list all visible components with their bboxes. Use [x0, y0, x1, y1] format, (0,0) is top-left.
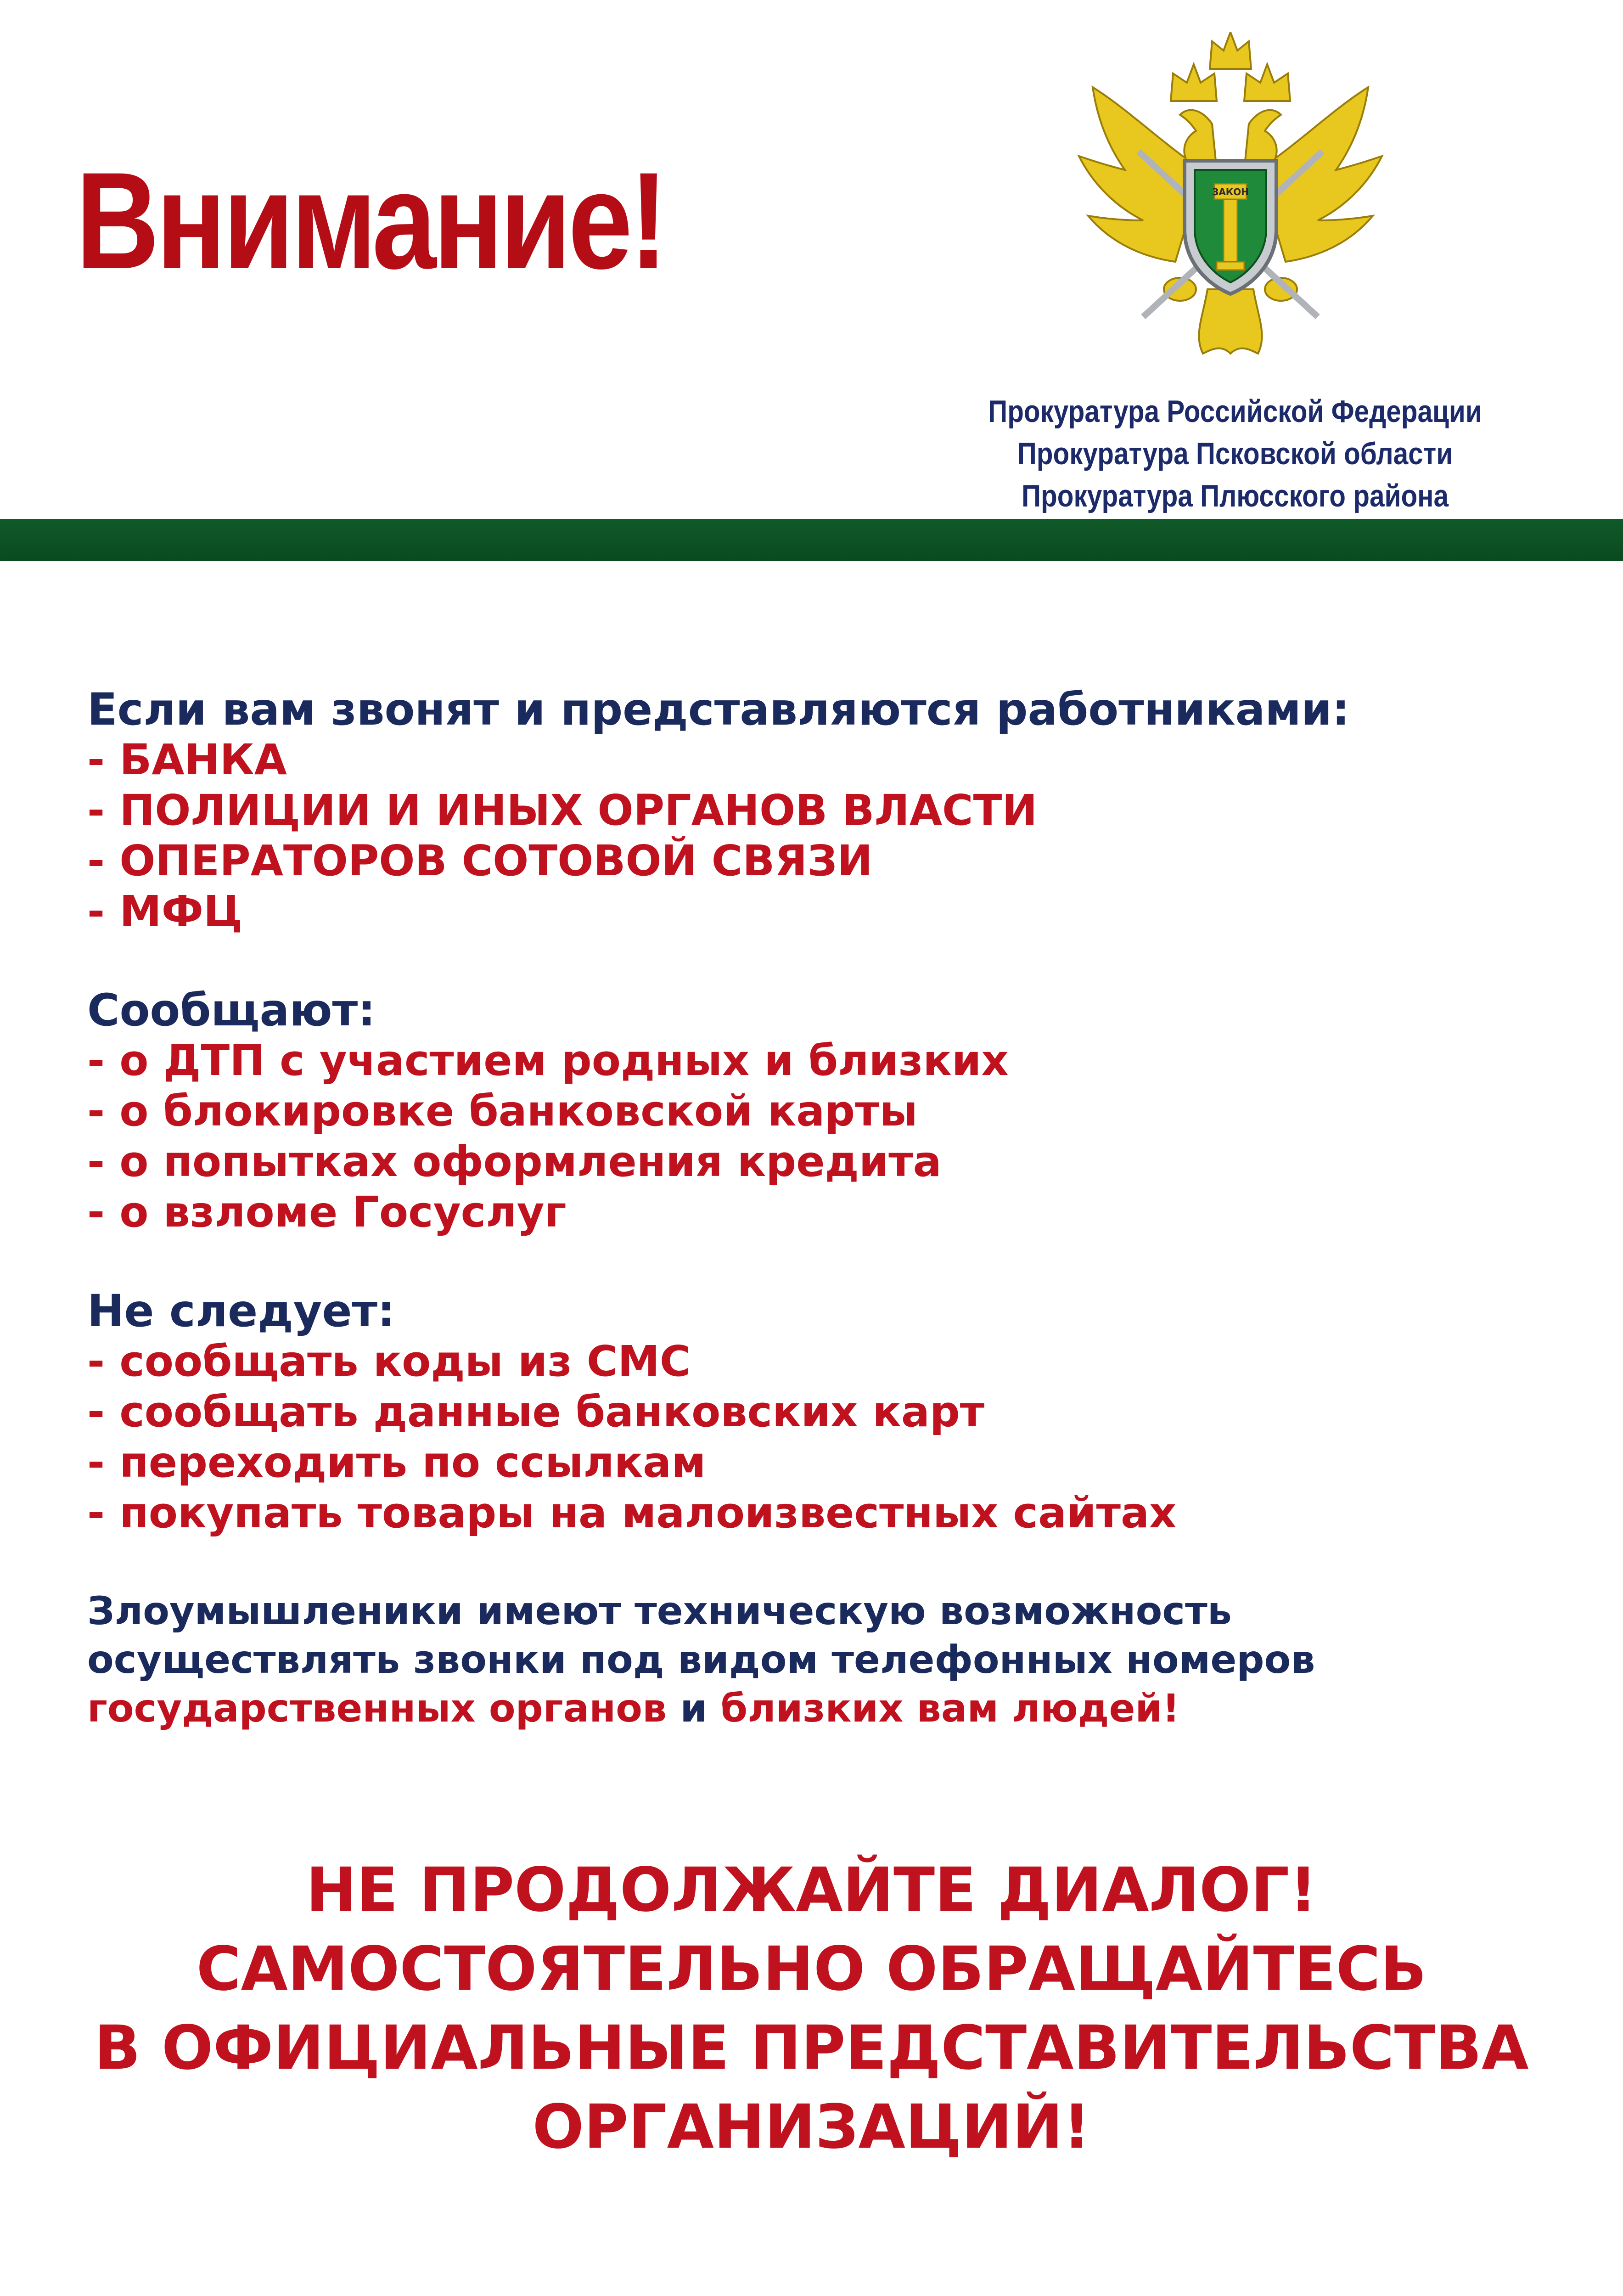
warning-highlight: близких вам людей! [720, 1686, 1180, 1731]
final-line: ОРГАНИЗАЦИЙ! [532, 2092, 1091, 2162]
section-heading: Сообщают: [87, 985, 376, 1036]
list-item: - сообщать коды из СМС [87, 1337, 691, 1386]
final-line: НЕ ПРОДОЛЖАЙТЕ ДИАЛОГ! [306, 1855, 1317, 1925]
list-item: - сообщать данные банковских карт [87, 1387, 985, 1436]
section-heading: Не следует: [87, 1285, 395, 1337]
reports-section [87, 985, 1556, 1238]
list-item: - о ДТП с участием родных и близких [87, 1036, 1009, 1085]
section-heading: Если вам звонят и представляются работниками: [87, 684, 1350, 735]
final-call-to-action [0, 1851, 1623, 2167]
list-item: - переходить по ссылкам [87, 1438, 706, 1487]
list-item: - ПОЛИЦИИ И ИНЫХ ОРГАНОВ ВЛАСТИ [87, 786, 1038, 835]
org-line: Прокуратура Псковской области [1017, 436, 1453, 471]
donts-section [87, 1286, 1556, 1538]
list-item: - БАНКА [87, 735, 287, 784]
warning-line [87, 1684, 1556, 1733]
callers-section [87, 684, 1556, 937]
list-item: - о блокировке банковской карты [87, 1086, 918, 1136]
warning-line: осуществлять звонки под видом телефонных номеров [87, 1637, 1315, 1682]
list-item: - МФЦ [87, 887, 243, 936]
main-content [87, 684, 1556, 1733]
warning-conjunction: и [667, 1686, 721, 1731]
final-line: В ОФИЦИАЛЬНЫЕ ПРЕДСТАВИТЕЛЬСТВА [94, 2013, 1529, 2083]
list-item: - о взломе Госуслуг [87, 1187, 567, 1237]
warning-highlight: государственных органов [87, 1686, 667, 1731]
page-title: Внимание! [76, 143, 665, 298]
green-divider-band [0, 519, 1623, 561]
list-item: - о попытках оформления кредита [87, 1137, 942, 1186]
list-item: - покупать товары на малоизвестных сайтах [87, 1488, 1177, 1537]
organizations-block [900, 390, 1570, 517]
prosecutor-emblem-icon [1065, 32, 1396, 386]
warning-line: Злоумышленики имеют техническую возможность [87, 1588, 1232, 1633]
org-line: Прокуратура Плюсского района [1021, 478, 1449, 513]
list-item: - ОПЕРАТОРОВ СОТОВОЙ СВЯЗИ [87, 836, 873, 885]
emblem-text: ЗАКОН [1212, 186, 1249, 197]
final-line: САМОСТОЯТЕЛЬНО ОБРАЩАЙТЕСЬ [196, 1934, 1427, 2004]
warning-paragraph [87, 1587, 1556, 1733]
org-line: Прокуратура Российской Федерации [988, 394, 1482, 429]
